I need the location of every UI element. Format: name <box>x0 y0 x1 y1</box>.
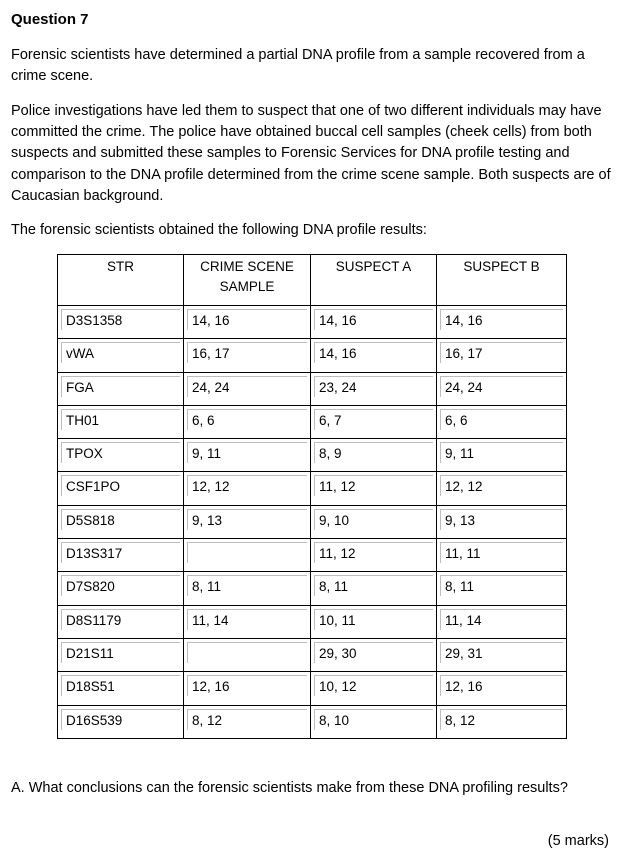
crime-scene-cell: 6, 6 <box>184 405 311 438</box>
str-cell: TPOX <box>58 439 184 472</box>
suspect-a-cell: 10, 11 <box>311 605 437 638</box>
table-row <box>58 638 567 671</box>
str-cell: FGA <box>58 372 184 405</box>
suspect-b-cell: 8, 12 <box>437 705 567 738</box>
str-cell: vWA <box>58 339 184 372</box>
suspect-b-cell: 12, 12 <box>437 472 567 505</box>
suspect-b-cell: 11, 11 <box>437 539 567 572</box>
question-label: A. <box>11 780 25 796</box>
crime-scene-cell <box>184 539 311 572</box>
str-cell: D18S51 <box>58 672 184 705</box>
suspect-b-cell: 12, 16 <box>437 672 567 705</box>
crime-scene-cell <box>184 638 311 671</box>
intro-paragraph: Forensic scientists have determined a partial DNA profile from a sample recovered from a crime scene. <box>11 47 585 85</box>
header-suspect-a: SUSPECT A <box>311 255 437 306</box>
marks-label: (5 marks) <box>547 833 609 849</box>
str-cell: D7S820 <box>58 572 184 605</box>
suspect-a-cell: 29, 30 <box>311 638 437 671</box>
str-cell: TH01 <box>58 405 184 438</box>
suspect-a-cell: 8, 11 <box>311 572 437 605</box>
question-a <box>11 778 568 799</box>
crime-scene-cell: 24, 24 <box>184 372 311 405</box>
str-cell: D21S11 <box>58 638 184 671</box>
str-cell: D16S539 <box>58 705 184 738</box>
context-paragraph: Police investigations have led them to suspect that one of two different individuals may have committed the crime. The police have obtained buccal cell samples (cheek cells) from both suspects and submitted these samples to Forensic Services for DNA profile testing and comparison to the DNA profile determined from the crime scene sample. Both suspects are of Caucasian background. <box>11 103 611 204</box>
suspect-b-cell: 8, 11 <box>437 572 567 605</box>
table-row <box>58 472 567 505</box>
table-row <box>58 306 567 339</box>
suspect-a-cell: 11, 12 <box>311 472 437 505</box>
table-row <box>58 672 567 705</box>
table-row <box>58 372 567 405</box>
suspect-a-cell: 23, 24 <box>311 372 437 405</box>
question-title: Question 7 <box>11 11 89 28</box>
suspect-a-cell: 8, 10 <box>311 705 437 738</box>
suspect-a-cell: 10, 12 <box>311 672 437 705</box>
table-row <box>58 539 567 572</box>
header-crime-scene-sample: CRIME SCENE SAMPLE <box>184 255 311 306</box>
suspect-a-cell: 9, 10 <box>311 505 437 538</box>
str-cell: D5S818 <box>58 505 184 538</box>
suspect-b-cell: 16, 17 <box>437 339 567 372</box>
crime-scene-cell: 11, 14 <box>184 605 311 638</box>
table-header-row <box>58 255 567 306</box>
table-row <box>58 572 567 605</box>
results-intro-paragraph: The forensic scientists obtained the following DNA profile results: <box>11 222 427 238</box>
str-cell: D13S317 <box>58 539 184 572</box>
crime-scene-cell: 8, 12 <box>184 705 311 738</box>
crime-scene-cell: 14, 16 <box>184 306 311 339</box>
suspect-b-cell: 11, 14 <box>437 605 567 638</box>
crime-scene-cell: 12, 12 <box>184 472 311 505</box>
table-row <box>58 439 567 472</box>
suspect-b-cell: 24, 24 <box>437 372 567 405</box>
suspect-a-cell: 11, 12 <box>311 539 437 572</box>
suspect-a-cell: 8, 9 <box>311 439 437 472</box>
question-text: What conclusions can the forensic scientists make from these DNA profiling results? <box>28 780 568 796</box>
suspect-a-cell: 14, 16 <box>311 339 437 372</box>
str-cell: CSF1PO <box>58 472 184 505</box>
table-row <box>58 339 567 372</box>
crime-scene-cell: 12, 16 <box>184 672 311 705</box>
crime-scene-cell: 9, 11 <box>184 439 311 472</box>
suspect-b-cell: 6, 6 <box>437 405 567 438</box>
suspect-b-cell: 9, 11 <box>437 439 567 472</box>
suspect-a-cell: 6, 7 <box>311 405 437 438</box>
str-cell: D8S1179 <box>58 605 184 638</box>
table-row <box>58 405 567 438</box>
suspect-b-cell: 9, 13 <box>437 505 567 538</box>
dna-profile-table <box>57 254 567 739</box>
crime-scene-cell: 16, 17 <box>184 339 311 372</box>
crime-scene-cell: 8, 11 <box>184 572 311 605</box>
crime-scene-cell: 9, 13 <box>184 505 311 538</box>
table-row <box>58 705 567 738</box>
str-cell: D3S1358 <box>58 306 184 339</box>
table-row <box>58 605 567 638</box>
suspect-a-cell: 14, 16 <box>311 306 437 339</box>
header-suspect-b: SUSPECT B <box>437 255 567 306</box>
header-str: STR <box>58 255 184 306</box>
suspect-b-cell: 29, 31 <box>437 638 567 671</box>
table-row <box>58 505 567 538</box>
suspect-b-cell: 14, 16 <box>437 306 567 339</box>
